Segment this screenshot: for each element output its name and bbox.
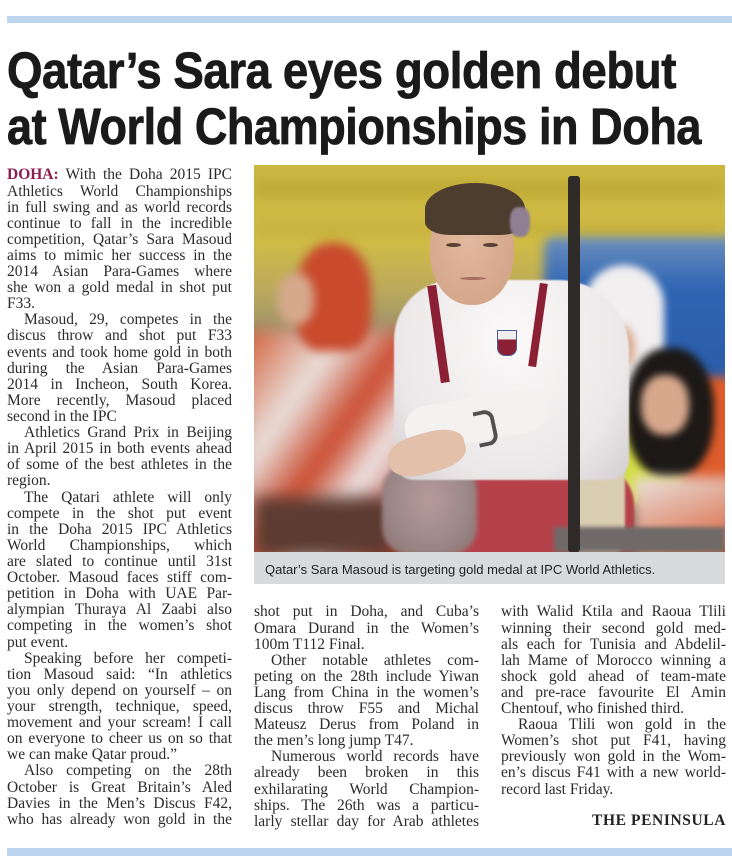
text-line: peting on the 28th include Yiwan [254, 667, 479, 685]
text-line: continue to fall in the incredible [7, 214, 232, 232]
text-line: Mateusz Derus from Poland in [254, 716, 479, 734]
photo-throwing-pole [568, 176, 580, 552]
photo-caption: Qatar’s Sara Masoud is targeting gold medal at IPC World Athletics. [254, 552, 725, 584]
text-line: who has already won gold in the [7, 810, 232, 828]
headline-line-1 [7, 43, 732, 99]
text-line: in April 2015 in both events ahead [7, 440, 232, 458]
article-paragraph [7, 167, 232, 312]
text-line: the men’s long jump T47. [254, 732, 414, 750]
text-line: in the Doha 2015 IPC Athletics [7, 520, 232, 538]
article-paragraph [501, 717, 726, 798]
article-paragraph [7, 651, 232, 764]
dateline: DOHA: [7, 166, 59, 184]
article-paragraph [501, 604, 726, 717]
article-column-2 [254, 604, 479, 830]
text-line: Speaking before her competi- [24, 649, 232, 667]
text-line: October. Masoud faces stiff com- [7, 569, 232, 587]
article-paragraph [7, 763, 232, 827]
article-column-3 [501, 604, 726, 797]
text-line: are slated to continue until 31st [7, 553, 232, 571]
text-line: already been broken in this [254, 764, 479, 782]
text-line: alympian Thuraya Al Zaabi also [7, 601, 232, 619]
headline [7, 43, 732, 155]
text-line: Masoud, 29, competes in the [24, 311, 232, 329]
text-line: lah Mame of Morocco winning a [501, 651, 726, 669]
text-line: and pre-race favourite El Amin [501, 683, 726, 701]
text-line: Omara Durand in the Women’s [254, 619, 479, 637]
text-line: aims to mimic her success in the [7, 246, 232, 264]
text-line: 2014 in Incheon, South Korea. [7, 375, 232, 393]
text-line: en’s discus F41 with a new world- [501, 764, 726, 782]
text-line: shot put in Doha, and Cuba’s [254, 603, 479, 621]
text-line: Lang from China in the women’s [254, 683, 479, 701]
text-line: 2014 Asian Para-Games where [7, 263, 232, 281]
text-line: ships. The 26th was a particu- [254, 796, 479, 814]
article-column-1 [7, 167, 232, 827]
text-line: you only depend on yourself – on [7, 681, 232, 699]
article-paragraph [7, 490, 232, 651]
article-paragraph [254, 604, 479, 652]
text-line: winning their second gold med- [501, 619, 726, 637]
photo-left-bottom-shadow [254, 497, 394, 552]
text-line: F33. [7, 295, 35, 313]
text-line: previously won gold in the Wom- [501, 748, 726, 766]
text-line: shock gold ahead of team-mate [501, 667, 726, 685]
text-line: Women’s shot put F41, having [501, 732, 726, 750]
headline-line-2-text: at World Championships in Doha [7, 98, 701, 155]
text-line: discus throw F55 and Michal [254, 700, 479, 718]
photo-left-figure-face [278, 273, 314, 325]
headline-line-1-text: Qatar’s Sara eyes golden debut [7, 42, 676, 99]
text-line: Numerous world records have [271, 748, 479, 766]
text-line: als each for Tunisia and Abdelil- [501, 635, 726, 653]
photo-athlete-eye-left [446, 243, 461, 247]
text-line: put event. [7, 633, 69, 651]
text-line: More recently, Masoud placed [7, 391, 232, 409]
photo-right-figure-face-2 [641, 375, 689, 435]
text-line: tion Masoud said: “In athletics [7, 665, 232, 683]
text-line: Davies in the Men’s Discus F42, [7, 794, 232, 812]
bottom-rule [7, 848, 732, 856]
text-line: with Walid Ktila and Raoua Tlili [501, 603, 726, 621]
text-line: on everyone to cheer us on so that [7, 730, 232, 748]
text-line: World Championships, which [7, 536, 232, 554]
text-line: competition, Qatar’s Sara Masoud [7, 230, 232, 248]
text-line: Athletics World Championships [7, 182, 232, 200]
article-photo [254, 165, 725, 552]
text-line: Chentouf, who finished third. [501, 700, 684, 718]
text-line: events and took home gold in both [7, 343, 232, 361]
text-line: in full swing and as world records [7, 198, 232, 216]
text-line [7, 167, 232, 183]
text-line: discus throw and shot put F33 [7, 327, 232, 345]
text-line: 100m T112 Final. [254, 635, 365, 653]
top-rule [7, 16, 732, 23]
text-line: The Qatari athlete will only [24, 488, 232, 506]
text-line: compete in the shot put event [7, 504, 232, 522]
text-line: Athletics Grand Prix in Beijing [24, 424, 232, 442]
text-line: record last Friday. [501, 780, 614, 798]
photo-athlete-eye-right [483, 243, 498, 247]
source-credit: THE PENINSULA [592, 812, 726, 830]
photo-shirt-badge [497, 330, 517, 356]
text-line: region. [7, 472, 51, 490]
text-line: competing in the women’s shot [7, 617, 232, 635]
text-line: movement and your scream! I call [7, 714, 232, 732]
text-line: October is Great Britain’s Aled [7, 778, 232, 796]
article-paragraph [7, 312, 232, 425]
text-line: your strength, technique, speed, [7, 698, 232, 715]
text-line: Other notable athletes com- [271, 651, 479, 669]
text-line: Raoua Tlili won gold in the [518, 716, 726, 734]
text-line: petition in Doha with UAE Par- [7, 585, 232, 603]
text-line: of some of the best athletes in the [7, 456, 232, 474]
article-paragraph [254, 653, 479, 750]
text-line: we can make Qatar proud.” [7, 746, 177, 764]
text-line: second in the IPC [7, 408, 117, 426]
text-line: during the Asian Para-Games [7, 359, 232, 377]
text-line: Also competing on the 28th [24, 762, 232, 780]
text-line: she won a gold medal in shot put [7, 279, 232, 297]
article-paragraph [254, 749, 479, 830]
headline-line-2 [7, 99, 732, 155]
text-line: larly stellar day for Arab athletes [254, 812, 479, 830]
photo-hair-clip [510, 207, 530, 237]
text-line-content: With the Doha 2015 IPC [65, 166, 232, 184]
article-paragraph [7, 425, 232, 489]
text-line: exhilarating World Champion- [254, 780, 479, 798]
photo-athlete-mouth [460, 277, 486, 280]
